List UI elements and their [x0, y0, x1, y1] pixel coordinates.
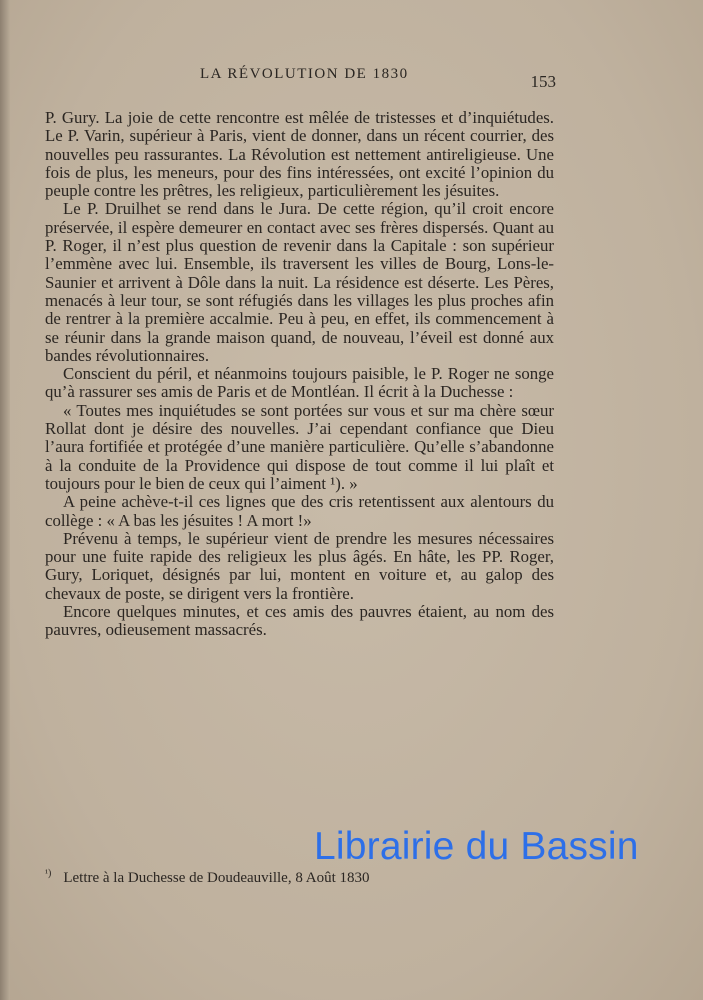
footnote-text: Lettre à la Duchesse de Doudeauville, 8 Août 1830	[63, 870, 370, 886]
page-header	[0, 66, 703, 96]
quoted-letter: « Toutes mes inquiétudes se sont portées sur vous et sur ma chère sœur Rollat dont je désire des nouvelles. J’ai cependant confiance que Dieu l’aura fortifiée et protégée d’une manière particulière. Qu’elle s’abandonne à la conduite de la Providence qui dispose de tout comme il lui plaît et toujours pour le bien de ceux qui l’aiment ¹). »	[45, 400, 554, 493]
body-text	[45, 109, 554, 640]
page-number: 153	[530, 72, 556, 91]
paragraph: Le P. Druilhet se rend dans le Jura. De cette région, qu’il croit encore préservée, il espère demeurer en contact avec ses frères dispersés. Quant au P. Roger, il n’est plus question de revenir dans la Capitale : son supérieur l’emmène avec lui. Ensemble, ils traversent les villes de Bourg, Lons-le-Saunier et arrivent à Dôle dans la nuit. La résidence est déserte. Les Pères, menacés à leur tour, se sont réfugiés dans les villages les plus proches afin de rentrer à la première accalmie. Peu à peu, en effet, ils commencement à se réunir dans la grande maison quand, de nouveau, l’éveil est donné aux bandes révolutionnaires.	[45, 199, 554, 365]
binding-gutter	[0, 0, 10, 1000]
bookseller-watermark: Librairie du Bassin	[314, 825, 639, 868]
footnote	[45, 868, 370, 887]
footnote-marker: ¹)	[45, 868, 52, 879]
paragraph: Prévenu à temps, le supérieur vient de prendre les mesures nécessaires pour une fuite rapide des religieux les plus âgés. En hâte, les PP. Roger, Gury, Loriquet, désignés par lui, montent en voiture et, au galop des chevaux de poste, se dirigent vers la frontière.	[45, 528, 554, 603]
running-title: LA RÉVOLUTION DE 1830	[200, 66, 409, 82]
paragraph: Conscient du péril, et néanmoins toujours paisible, le P. Roger ne songe qu’à rassurer ses amis de Paris et de Montléan. Il écrit à la Duchesse :	[45, 364, 554, 402]
paragraph: A peine achève-t-il ces lignes que des cris retentissent aux alentours du collège : « A bas les jésuites ! A mort !»	[45, 492, 554, 530]
paragraph: Encore quelques minutes, et ces amis des pauvres étaient, au nom des pauvres, odieusement massacrés.	[45, 602, 554, 640]
paragraph: P. Gury. La joie de cette rencontre est mêlée de tristesses et d’inquiétudes. Le P. Varin, supérieur à Paris, vient de donner, dans un récent courrier, des nouvelles peu rassurantes. La Révolution est nettement antireligieuse. Une fois de plus, les meneurs, pour des fins intéressées, ont excité l’opinion du peuple contre les prêtres, les religieux, particulièrement les jésuites.	[45, 108, 554, 201]
